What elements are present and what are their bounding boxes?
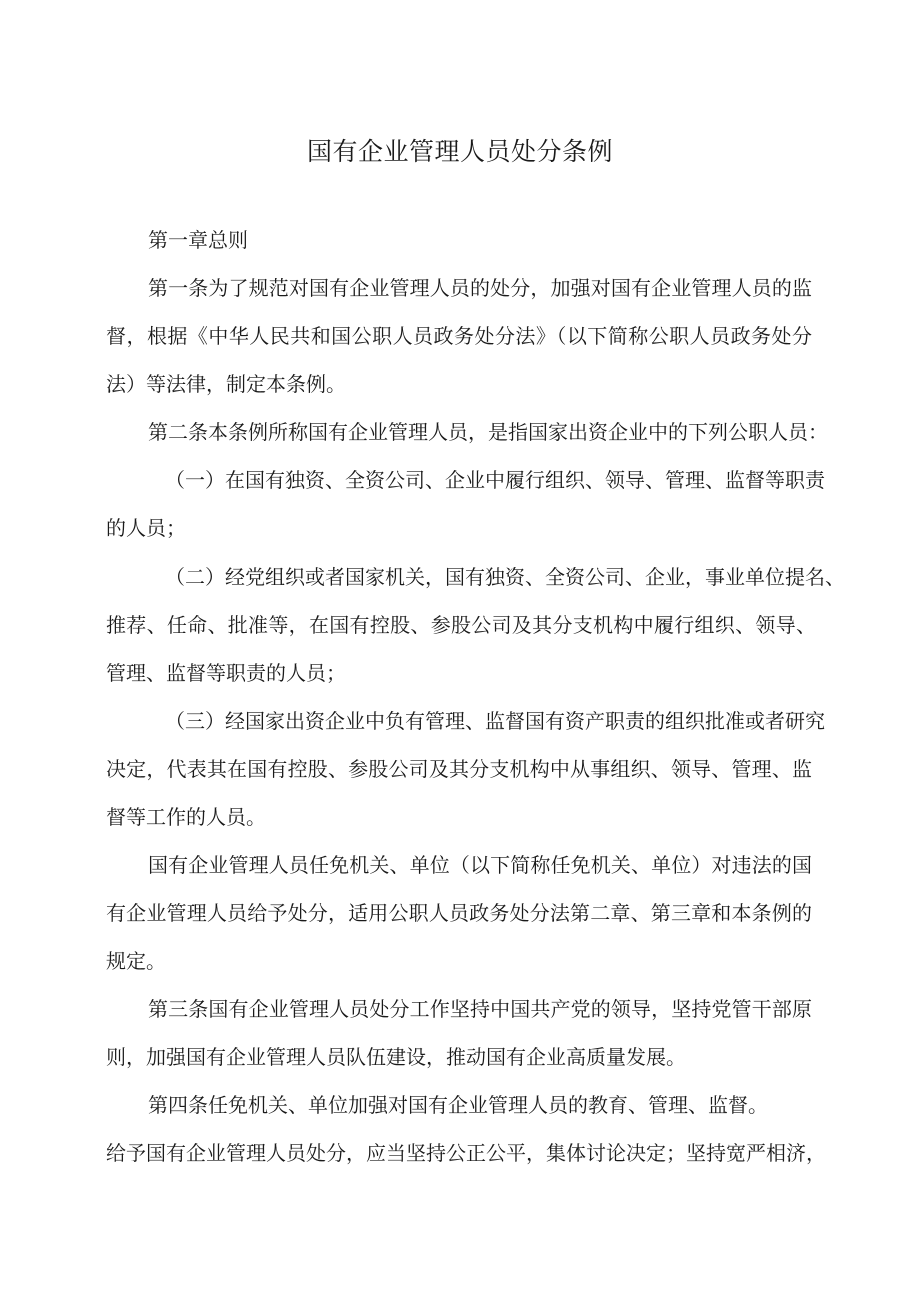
paragraph-line: 管理、监督等职责的人员； [106,661,346,685]
paragraph-line: （三）经国家出资企业中负有管理、监督国有资产职责的组织批准或者研究 [165,709,825,733]
paragraph-line: 则，加强国有企业管理人员队伍建设，推动国有企业高质量发展。 [106,1045,686,1069]
paragraph-line: 第三条国有企业管理人员处分工作坚持中国共产党的领导，坚持党管干部原 [148,997,812,1021]
paragraph-line: 的人员； [106,516,186,540]
paragraph-line: 督，根据《中华人民共和国公职人员政务处分法》（以下简称公职人员政务处分 [106,324,812,348]
paragraph-line: （二）经党组织或者国家机关，国有独资、全资公司、企业，事业单位提名、 [165,565,845,589]
paragraph-line: 第四条任免机关、单位加强对国有企业管理人员的教育、管理、监督。 [148,1093,768,1117]
paragraph-line: 规定。 [106,949,166,973]
document-title: 国有企业管理人员处分条例 [306,137,613,166]
paragraph-line: 第二条本条例所称国有企业管理人员，是指国家出资企业中的下列公职人员： [148,420,828,444]
paragraph-line: 国有企业管理人员任免机关、单位（以下简称任免机关、单位）对违法的国 [148,853,812,877]
paragraph-line: （一）在国有独资、全资公司、企业中履行组织、领导、管理、监督等职责 [165,468,825,492]
paragraph-line: 法）等法律，制定本条例。 [106,372,346,396]
paragraph-line: 第一条为了规范对国有企业管理人员的处分，加强对国有企业管理人员的监 [148,276,812,300]
paragraph-line: 决定，代表其在国有控股、参股公司及其分支机构中从事组织、领导、管理、监 [106,757,812,781]
paragraph-line: 有企业管理人员给予处分，适用公职人员政务处分法第二章、第三章和本条例的 [106,901,812,925]
paragraph-line: 给予国有企业管理人员处分，应当坚持公正公平，集体讨论决定；坚持宽严相济， [106,1141,826,1165]
chapter-heading: 第一章总则 [148,228,248,252]
paragraph-line: 督等工作的人员。 [106,805,266,829]
paragraph-line: 推荐、任命、批准等，在国有控股、参股公司及其分支机构中履行组织、领导、 [106,613,816,637]
